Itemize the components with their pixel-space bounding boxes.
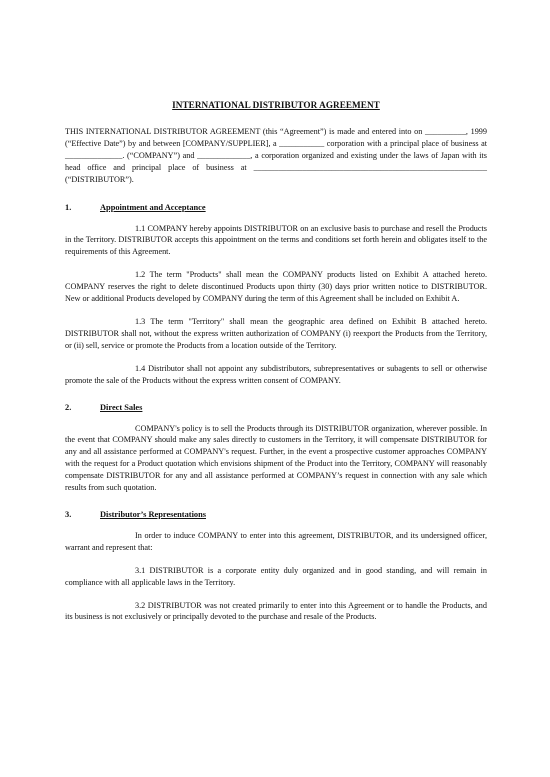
clause-3-1: 3.1 DISTRIBUTOR is a corporate entity duly organized and in good standing, and will remain in compliance with all applicable laws in the Territory.: [65, 565, 487, 587]
intro-paragraph: THIS INTERNATIONAL DISTRIBUTOR AGREEMENT (this “Agreement”) is made and entered into on __________, 1999 (“Effective Date”) by and between [COMPANY/SUPPLIER], a ___________ corporation with a principal place of business at ______________. (“COMPANY”) and _____________, a corporation organized and existing under the laws of Japan with its head office and principal place of business at _________________________________________________________ (“DISTRIBUTOR”).: [65, 127, 487, 184]
section-heading: [65, 402, 487, 413]
document-title: INTERNATIONAL DISTRIBUTOR AGREEMENT: [172, 100, 380, 110]
section-3: [65, 509, 487, 623]
clause-1-3: 1.3 The term "Territory" shall mean the geographic area defined on Exhibit B attached hereto. DISTRIBUTOR shall not, without the express written authorization of COMPANY (i) reexport the Products from the Territory, or (ii) sell, service or promote the Products from a location outside of the Territory.: [65, 316, 487, 350]
section-1: [65, 202, 487, 387]
clause-1-2: 1.2 The term "Products" shall mean the COMPANY products listed on Exhibit A attached hereto. COMPANY reserves the right to delete discontinued Products upon thirty (30) days prior written notice to DISTRIBUTOR. New or additional Products developed by COMPANY during the term of this Agreement shall be included on Exhibit A.: [65, 270, 487, 304]
clause-1-4: 1.4 Distributor shall not appoint any subdistributors, subrepresentatives or subagents to sell or otherwise promote the sale of the Products without the express written consent of COMPANY.: [65, 363, 487, 385]
section-number: 1.: [65, 202, 72, 212]
section-number: 2.: [65, 402, 72, 412]
section-title: Distributor’s Representations: [100, 509, 206, 519]
section-title: Appointment and Acceptance: [100, 202, 206, 212]
clause-2-direct-sales: COMPANY's policy is to sell the Products through its DISTRIBUTOR organization, wherever possible. In the event that COMPANY should make any sales directly to customers in the Territory, it will compensate DISTRIBUTOR for any and all assistance performed at COMPANY's request. Further, in the event a prospective customer approaches COMPANY with the request for a Product quotation which envisions shipment of the Product into the Territory, COMPANY will reasonably compensate DISTRIBUTOR for any and all assistance performed at COMPANY’s request in connection with any sale which results from such quotation.: [65, 423, 487, 493]
section-title: Direct Sales: [100, 402, 143, 412]
section-2: [65, 402, 487, 494]
document-body: [65, 100, 487, 634]
section-heading: [65, 202, 487, 213]
section-number: 3.: [65, 509, 72, 519]
clause-1-1: 1.1 COMPANY hereby appoints DISTRIBUTOR on an exclusive basis to purchase and resell the Products in the Territory. DISTRIBUTOR accepts this appointment on the terms and conditions set forth herein and obligates itself to the requirements of this Agreement.: [65, 223, 487, 257]
clause-3-2: 3.2 DISTRIBUTOR was not created primarily to enter into this Agreement or to handle the Products, and its business is not exclusively or principally devoted to the purchase and resale of the Products.: [65, 600, 487, 622]
section-heading: [65, 509, 487, 520]
clause-3-intro: In order to induce COMPANY to enter into this agreement, DISTRIBUTOR, and its undersigned officer, warrant and represent that:: [65, 530, 487, 552]
